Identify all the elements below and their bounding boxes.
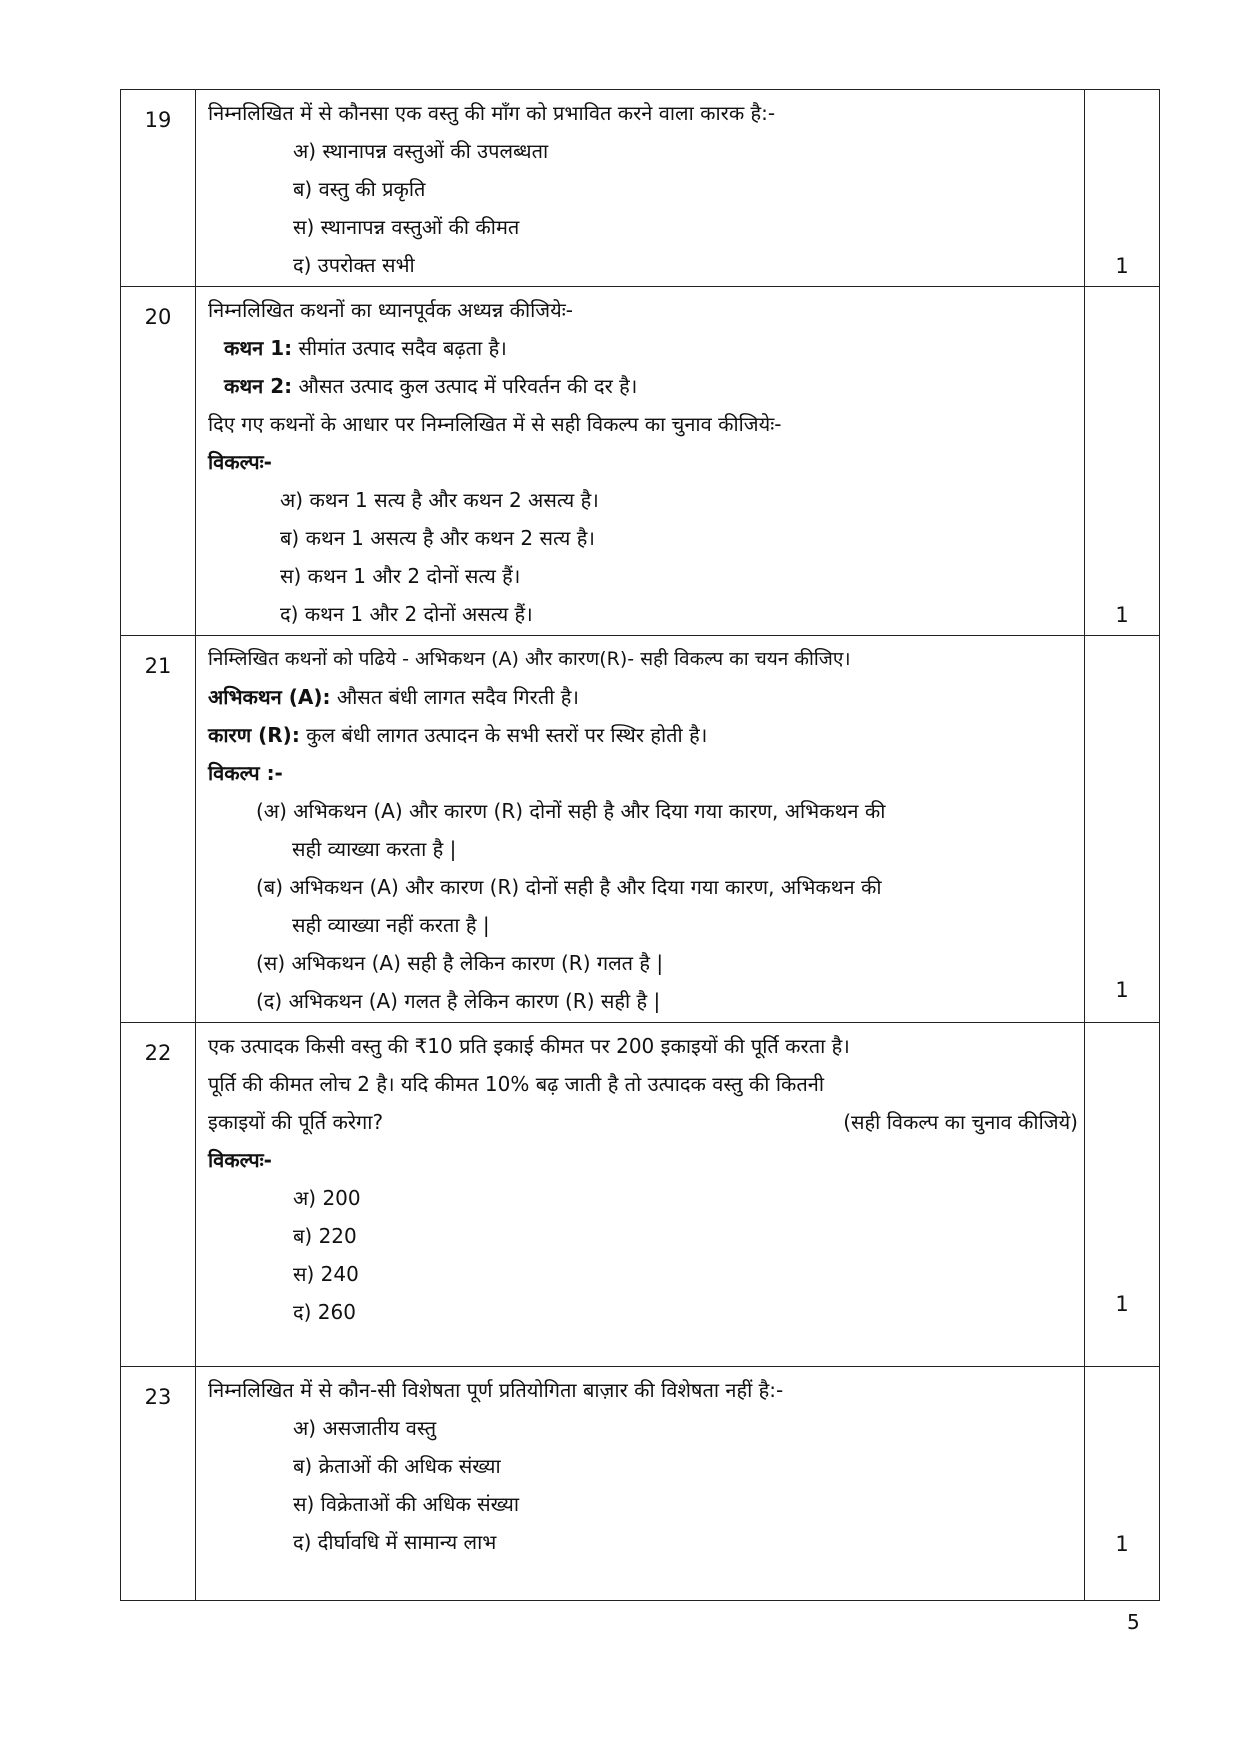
page-number: 5 [1127, 1610, 1140, 1634]
option-a-line1: (अ) अभिकथन (A) और कारण (R) दोनों सही है और दिया गया कारण, अभिकथन की [256, 799, 886, 823]
option-d: द) उपरोक्त सभी [293, 253, 415, 277]
question-number: 22 [121, 1023, 196, 1367]
reason [208, 716, 1078, 754]
question-number: 19 [121, 90, 196, 287]
option-b: ब) वस्तु की प्रकृति [293, 177, 426, 201]
question-row-22 [121, 1023, 1160, 1367]
statement-1 [208, 329, 1078, 367]
instruction-right: (सही विकल्प का चुनाव कीजिये) [843, 1110, 1078, 1134]
question-body [196, 1023, 1085, 1367]
option-b-line2: सही व्याख्या नहीं करता है | [292, 913, 490, 937]
question-row-20 [121, 287, 1160, 636]
option-a: अ) स्थानापन्न वस्तुओं की उपलब्धता [293, 139, 549, 163]
question-line-1: एक उत्पादक किसी वस्तु की ₹10 प्रति इकाई कीमत पर 200 इकाइयों की पूर्ति करता है। [208, 1034, 850, 1058]
reason-text: कुल बंधी लागत उत्पादन के सभी स्तरों पर स्थिर होती है। [299, 723, 708, 747]
marks: 1 [1085, 636, 1160, 1023]
question-line-3 [208, 1103, 1078, 1141]
question-stem: निम्नलिखित कथनों का ध्यानपूर्वक अध्यन्न कीजियेः- [208, 298, 574, 322]
option-c: स) 240 [293, 1262, 359, 1286]
assertion-label: अभिकथन (A): [208, 685, 331, 709]
question-row-21 [121, 636, 1160, 1023]
option-a-line2: सही व्याख्या करता है | [292, 837, 457, 861]
option-d: द) दीर्घावधि में सामान्य लाभ [293, 1530, 497, 1554]
option-d: द) कथन 1 और 2 दोनों असत्य हैं। [280, 602, 533, 626]
question-number: 20 [121, 287, 196, 636]
question-row-19 [121, 90, 1160, 287]
option-b: ब) क्रेताओं की अधिक संख्या [293, 1454, 501, 1478]
question-body [196, 636, 1085, 1023]
options-label: विकल्प :- [208, 761, 283, 785]
question-table [120, 89, 1160, 1601]
option-d: (द) अभिकथन (A) गलत है लेकिन कारण (R) सही है | [256, 989, 661, 1013]
question-stem: निम्नलिखित में से कौनसा एक वस्तु की माँग को प्रभावित करने वाला कारक है:- [208, 101, 776, 125]
options-label: विकल्पः- [208, 450, 272, 474]
options-label: विकल्पः- [208, 1148, 272, 1172]
marks: 1 [1085, 1367, 1160, 1601]
option-a: अ) 200 [293, 1186, 361, 1210]
option-a: अ) असजातीय वस्तु [293, 1416, 437, 1440]
statement-2-label: कथन 2: [224, 374, 293, 398]
question-stem: निम्लिखित कथनों को पढिये - अभिकथन (A) और कारण(R)- सही विकल्प का चयन कीजिए। [208, 648, 851, 670]
statement-1-label: कथन 1: [224, 336, 293, 360]
marks: 1 [1085, 1023, 1160, 1367]
option-b-line1: (ब) अभिकथन (A) और कारण (R) दोनों सही है और दिया गया कारण, अभिकथन की [256, 875, 882, 899]
statement-2-text: औसत उत्पाद कुल उत्पाद में परिवर्तन की दर है। [292, 374, 638, 398]
option-b: ब) कथन 1 असत्य है और कथन 2 सत्य है। [280, 526, 595, 550]
reason-label: कारण (R): [208, 723, 300, 747]
question-number: 21 [121, 636, 196, 1023]
option-b: ब) 220 [293, 1224, 357, 1248]
question-body [196, 1367, 1085, 1601]
assertion-text: औसत बंधी लागत सदैव गिरती है। [330, 685, 579, 709]
question-line-3-text: इकाइयों की पूर्ति करेगा? [208, 1110, 384, 1134]
option-c: (स) अभिकथन (A) सही है लेकिन कारण (R) गलत है | [256, 951, 664, 975]
question-number: 23 [121, 1367, 196, 1601]
statement-1-text: सीमांत उत्पाद सदैव बढ़ता है। [292, 336, 507, 360]
question-line-2: पूर्ति की कीमत लोच 2 है। यदि कीमत 10% बढ़ जाती है तो उत्पादक वस्तु की कितनी [208, 1072, 825, 1096]
option-c: स) स्थानापन्न वस्तुओं की कीमत [293, 215, 520, 239]
instruction: दिए गए कथनों के आधार पर निम्नलिखित में से सही विकल्प का चुनाव कीजियेः- [208, 412, 782, 436]
question-stem: निम्नलिखित में से कौन-सी विशेषता पूर्ण प्रतियोगिता बाज़ार की विशेषता नहीं है:- [208, 1378, 784, 1402]
question-body [196, 90, 1085, 287]
marks: 1 [1085, 90, 1160, 287]
assertion [208, 678, 1078, 716]
option-d: द) 260 [293, 1300, 356, 1324]
marks: 1 [1085, 287, 1160, 636]
option-c: स) कथन 1 और 2 दोनों सत्य हैं। [280, 564, 521, 588]
option-a: अ) कथन 1 सत्य है और कथन 2 असत्य है। [280, 488, 599, 512]
statement-2 [208, 367, 1078, 405]
option-c: स) विक्रेताओं की अधिक संख्या [293, 1492, 520, 1516]
question-row-23 [121, 1367, 1160, 1601]
question-body [196, 287, 1085, 636]
